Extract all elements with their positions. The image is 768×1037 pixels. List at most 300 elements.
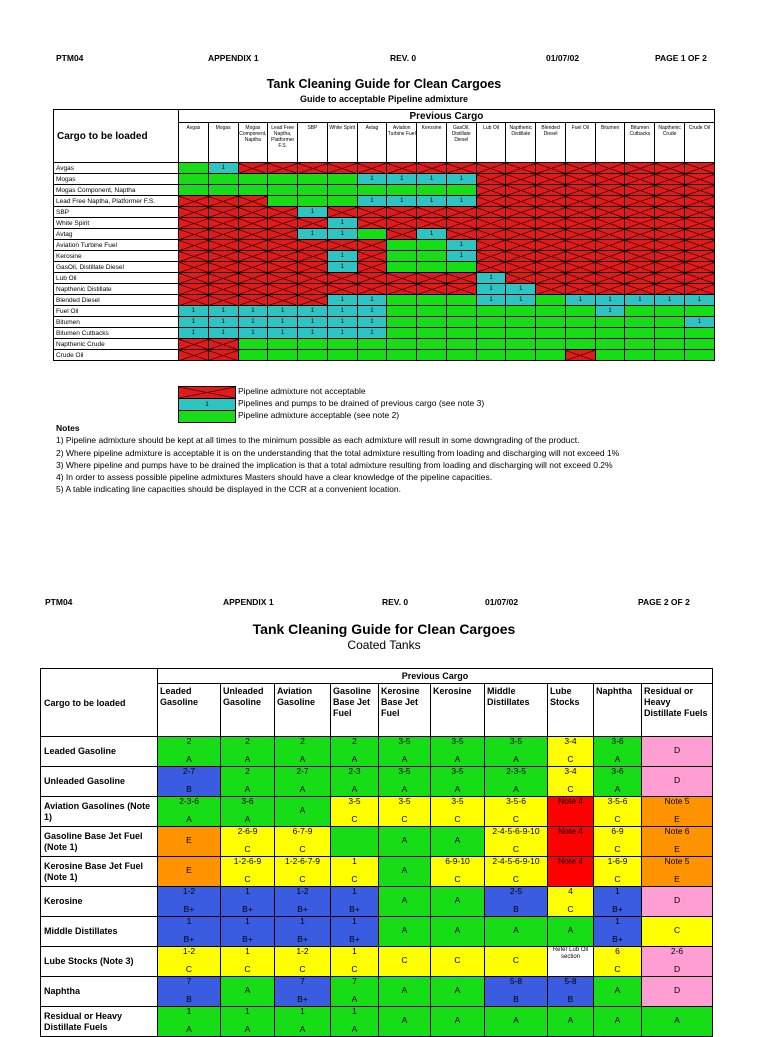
row-label: Aviation Turbine Fuel xyxy=(54,240,179,251)
cell-acceptable xyxy=(446,185,476,196)
cell-acceptable xyxy=(506,339,536,350)
column-header: Kerosine Base Jet Fuel xyxy=(379,684,431,737)
cell-not-acceptable xyxy=(327,284,357,295)
grade-letter: A xyxy=(401,1015,408,1025)
cell-not-acceptable xyxy=(357,240,387,251)
grade-letter: A xyxy=(454,835,461,845)
cell-not-acceptable xyxy=(595,218,625,229)
cell-acceptable xyxy=(655,328,685,339)
cell-drain: 1 xyxy=(506,295,536,306)
grade-cell xyxy=(158,827,221,857)
cell-not-acceptable xyxy=(208,339,238,350)
grade-letter: E xyxy=(674,814,680,824)
cell-drain: 1 xyxy=(327,251,357,262)
cell-not-acceptable xyxy=(327,273,357,284)
grade-cell xyxy=(331,917,379,947)
cell-acceptable xyxy=(476,306,506,317)
cell-not-acceptable xyxy=(208,240,238,251)
grade-cell xyxy=(431,767,485,797)
table-row xyxy=(41,917,713,947)
cleaning-steps: 1 xyxy=(615,916,620,926)
cell-acceptable xyxy=(357,339,387,350)
grade-cell xyxy=(431,797,485,827)
cleaning-steps: 7 xyxy=(352,976,357,986)
grade-cell xyxy=(548,857,594,887)
cell-drain: 1 xyxy=(238,317,268,328)
cell-drain: 1 xyxy=(327,218,357,229)
cell-not-acceptable xyxy=(595,284,625,295)
cell-not-acceptable xyxy=(565,350,595,361)
cell-not-acceptable xyxy=(565,273,595,284)
cleaning-steps: 6-9 xyxy=(611,826,624,836)
cell-acceptable xyxy=(685,350,715,361)
cleaning-steps: 3-5 xyxy=(451,796,464,806)
cell-not-acceptable xyxy=(685,218,715,229)
grade-cell xyxy=(331,827,379,857)
cell-not-acceptable xyxy=(268,229,298,240)
table-corner-label: Cargo to be loaded xyxy=(54,110,179,163)
cell-not-acceptable xyxy=(536,196,566,207)
grade-cell xyxy=(485,947,548,977)
cleaning-steps: 1 xyxy=(186,916,192,926)
grade-cell xyxy=(331,887,379,917)
cell-not-acceptable xyxy=(179,284,209,295)
cell-not-acceptable xyxy=(238,207,268,218)
cell-acceptable xyxy=(387,295,417,306)
page-number: PAGE 2 OF 2 xyxy=(638,597,690,607)
grade-letter: A xyxy=(244,985,251,995)
cell-acceptable xyxy=(536,350,566,361)
cell-drain: 1 xyxy=(268,306,298,317)
cell-drain: 1 xyxy=(298,229,328,240)
grade-cell xyxy=(379,857,431,887)
cell-acceptable xyxy=(536,306,566,317)
cell-acceptable xyxy=(446,328,476,339)
cleaning-steps: 1 xyxy=(352,1006,357,1016)
cell-acceptable xyxy=(536,317,566,328)
cell-acceptable xyxy=(179,185,209,196)
cell-not-acceptable xyxy=(238,251,268,262)
grade-letter: D xyxy=(673,985,681,995)
cell-acceptable xyxy=(238,174,268,185)
cell-not-acceptable xyxy=(476,207,506,218)
cleaning-steps: 5-8 xyxy=(564,976,577,986)
cell-drain: 1 xyxy=(476,284,506,295)
grade-letter: A xyxy=(244,1024,251,1034)
cell-not-acceptable xyxy=(446,284,476,295)
cell-not-acceptable xyxy=(565,174,595,185)
grade-cell xyxy=(158,767,221,797)
cell-acceptable xyxy=(565,317,595,328)
cell-not-acceptable xyxy=(298,251,328,262)
page-number: PAGE 1 OF 2 xyxy=(655,53,707,63)
grade-cell xyxy=(485,737,548,767)
cell-drain: 1 xyxy=(565,295,595,306)
cell-not-acceptable xyxy=(625,207,655,218)
row-label: Lead Free Naptha, Platformer F.S. xyxy=(54,196,179,207)
grade-cell xyxy=(275,1007,331,1037)
cell-not-acceptable xyxy=(595,251,625,262)
cell-not-acceptable xyxy=(685,174,715,185)
grade-cell xyxy=(485,977,548,1007)
cell-acceptable xyxy=(417,328,447,339)
grade-cell xyxy=(221,887,275,917)
grade-cell xyxy=(485,887,548,917)
cell-acceptable xyxy=(208,174,238,185)
cell-not-acceptable xyxy=(595,196,625,207)
grade-letter: B+ xyxy=(183,904,195,914)
cleaning-steps: 1 xyxy=(615,886,620,896)
cell-not-acceptable xyxy=(357,163,387,174)
page-title: Tank Cleaning Guide for Clean Cargoes xyxy=(252,621,516,637)
table-row xyxy=(54,339,715,350)
grade-letter: B+ xyxy=(349,934,360,944)
grade-cell xyxy=(331,797,379,827)
cell-acceptable xyxy=(417,185,447,196)
cleaning-steps: 1 xyxy=(352,856,357,866)
grade-letter: A xyxy=(351,1024,358,1034)
cell-not-acceptable xyxy=(179,229,209,240)
grade-letter: A xyxy=(567,925,574,935)
cell-not-acceptable xyxy=(625,185,655,196)
cell-not-acceptable xyxy=(476,251,506,262)
cell-not-acceptable xyxy=(506,185,536,196)
cleaning-steps: 3-5-6 xyxy=(607,796,628,806)
cell-not-acceptable xyxy=(387,229,417,240)
cell-not-acceptable xyxy=(179,251,209,262)
grade-cell xyxy=(158,977,221,1007)
cell-not-acceptable xyxy=(387,284,417,295)
grade-letter: E xyxy=(674,874,680,884)
cell-drain: 1 xyxy=(655,295,685,306)
grade-cell xyxy=(158,737,221,767)
grade-cell xyxy=(275,737,331,767)
grade-letter: B xyxy=(513,994,519,1004)
cell-acceptable xyxy=(565,306,595,317)
grade-letter: A xyxy=(401,895,408,905)
cell-drain: 1 xyxy=(357,317,387,328)
cell-not-acceptable xyxy=(268,218,298,229)
previous-cargo-header: Previous Cargo xyxy=(179,110,715,123)
cell-acceptable xyxy=(208,185,238,196)
cell-not-acceptable xyxy=(298,240,328,251)
cell-acceptable xyxy=(625,339,655,350)
cleaning-steps: 1-2 xyxy=(296,886,309,896)
grade-letter: A xyxy=(401,985,408,995)
grade-cell xyxy=(158,917,221,947)
cell-not-acceptable xyxy=(536,229,566,240)
cell-not-acceptable xyxy=(506,174,536,185)
cleaning-steps: 4 xyxy=(568,886,573,896)
grade-cell xyxy=(221,1007,275,1037)
grade-letter: C xyxy=(673,925,681,935)
cell-not-acceptable xyxy=(327,240,357,251)
cell-not-acceptable xyxy=(208,284,238,295)
grade-letter: B+ xyxy=(242,934,253,944)
cell-acceptable xyxy=(625,350,655,361)
grade-letter: C xyxy=(567,904,574,914)
grade-letter: C xyxy=(299,874,306,884)
column-header: Middle Distillates xyxy=(485,684,548,737)
grade-letter: C xyxy=(351,874,358,884)
cell-drain: 1 xyxy=(506,284,536,295)
cell-acceptable xyxy=(446,262,476,273)
cell-not-acceptable xyxy=(179,218,209,229)
appendix-label: APPENDIX 1 xyxy=(223,597,274,607)
row-label: Bitumen Cutbacks xyxy=(54,328,179,339)
grade-letter: A xyxy=(614,784,621,794)
cell-not-acceptable xyxy=(565,240,595,251)
grade-letter: A xyxy=(567,1015,574,1025)
cell-not-acceptable xyxy=(685,284,715,295)
cell-drain: 1 xyxy=(327,229,357,240)
grade-cell xyxy=(275,917,331,947)
grade-letter: A xyxy=(454,985,461,995)
cleaning-steps: 2-4-5-6-9-10 xyxy=(492,826,540,836)
cleaning-steps: Note 5 xyxy=(664,856,690,866)
row-label: Leaded Gasoline xyxy=(41,737,158,767)
grade-cell xyxy=(548,797,594,827)
cell-drain: 1 xyxy=(357,196,387,207)
cell-not-acceptable xyxy=(446,207,476,218)
cell-drain: 1 xyxy=(298,328,328,339)
cell-not-acceptable xyxy=(685,185,715,196)
cell-acceptable xyxy=(417,317,447,328)
row-label: Bitumen xyxy=(54,317,179,328)
grade-cell xyxy=(158,797,221,827)
cell-not-acceptable xyxy=(506,218,536,229)
date-label: 01/07/02 xyxy=(485,597,519,607)
cell-drain: 1 xyxy=(327,295,357,306)
cell-not-acceptable xyxy=(565,185,595,196)
cell-acceptable xyxy=(536,328,566,339)
cell-not-acceptable xyxy=(625,229,655,240)
cleaning-steps: 2 xyxy=(245,736,250,746)
grade-letter: A xyxy=(614,754,621,764)
grade-cell xyxy=(379,737,431,767)
grade-cell xyxy=(548,827,594,857)
cell-acceptable xyxy=(387,350,417,361)
cell-not-acceptable xyxy=(179,273,209,284)
cell-not-acceptable xyxy=(208,196,238,207)
page-title: Tank Cleaning Guide for Clean Cargoes xyxy=(266,77,502,91)
cleaning-steps: 1 xyxy=(300,916,305,926)
note-item: 3) Where pipeline and pumps have to be drained the implication is that a total admixture resulting from loading and discharging will not exceed 0.2% xyxy=(56,459,613,470)
cleaning-steps: 3-6 xyxy=(611,736,624,746)
cell-not-acceptable xyxy=(387,207,417,218)
cell-drain: 1 xyxy=(417,229,447,240)
table-row xyxy=(54,262,715,273)
grade-cell xyxy=(379,947,431,977)
cell-acceptable xyxy=(506,317,536,328)
cell-acceptable xyxy=(387,339,417,350)
cell-not-acceptable xyxy=(685,163,715,174)
cleaning-steps: 3-5-6 xyxy=(506,796,526,806)
grade-letter: B+ xyxy=(612,904,623,914)
cell-acceptable xyxy=(417,339,447,350)
grade-cell xyxy=(221,797,275,827)
grade-letter: B+ xyxy=(297,994,308,1004)
cell-acceptable xyxy=(446,306,476,317)
grade-cell xyxy=(221,857,275,887)
table-row xyxy=(54,273,715,284)
column-header: Lub Oil xyxy=(476,123,506,163)
grade-letter: A xyxy=(454,895,461,905)
cell-acceptable xyxy=(417,295,447,306)
grade-cell xyxy=(485,827,548,857)
notes-section xyxy=(56,422,619,496)
grade-letter: A xyxy=(244,784,251,794)
grade-cell xyxy=(548,947,594,977)
cell-acceptable xyxy=(238,339,268,350)
cell-acceptable xyxy=(446,295,476,306)
cell-acceptable xyxy=(595,317,625,328)
cell-not-acceptable xyxy=(208,350,238,361)
cell-not-acceptable xyxy=(536,185,566,196)
cell-not-acceptable xyxy=(595,207,625,218)
cell-acceptable xyxy=(685,328,715,339)
cell-acceptable xyxy=(357,350,387,361)
cell-not-acceptable xyxy=(238,218,268,229)
table-row xyxy=(54,317,715,328)
grade-cell xyxy=(275,827,331,857)
cleaning-steps: 6-9-10 xyxy=(445,856,470,866)
cleaning-steps: 7 xyxy=(300,976,305,986)
row-label: Lube Stocks (Note 3) xyxy=(41,947,158,977)
cell-acceptable xyxy=(655,339,685,350)
cell-acceptable xyxy=(268,350,298,361)
cell-acceptable xyxy=(417,240,447,251)
cell-not-acceptable xyxy=(238,262,268,273)
cell-not-acceptable xyxy=(506,262,536,273)
row-label: Napthenic Distillate xyxy=(54,284,179,295)
table-row xyxy=(41,1007,713,1037)
cell-not-acceptable xyxy=(536,207,566,218)
cell-not-acceptable xyxy=(595,174,625,185)
cell-drain: 1 xyxy=(298,207,328,218)
cleaning-steps: 3-5 xyxy=(398,796,411,806)
cell-drain: 1 xyxy=(357,328,387,339)
grade-cell xyxy=(379,887,431,917)
column-header: Avtag xyxy=(357,123,387,163)
grade-letter: C xyxy=(185,964,193,974)
grade-letter: C xyxy=(614,874,621,884)
cell-acceptable xyxy=(417,306,447,317)
cell-acceptable xyxy=(387,185,417,196)
column-header: Residual or Heavy Distillate Fuels xyxy=(642,684,713,737)
cell-not-acceptable xyxy=(417,218,447,229)
grade-cell xyxy=(331,947,379,977)
grade-cell xyxy=(158,1007,221,1037)
cleaning-steps: 7 xyxy=(186,976,192,986)
grade-cell xyxy=(485,797,548,827)
cell-not-acceptable xyxy=(268,207,298,218)
grade-letter: A xyxy=(454,784,461,794)
doc-id: PTM04 xyxy=(56,53,84,63)
cell-acceptable xyxy=(179,174,209,185)
cell-acceptable xyxy=(387,262,417,273)
cell-drain: 1 xyxy=(179,306,209,317)
grade-letter: A xyxy=(614,1015,621,1025)
cell-not-acceptable xyxy=(238,196,268,207)
table-row xyxy=(54,207,715,218)
grade-cell xyxy=(431,947,485,977)
grade-cell xyxy=(431,857,485,887)
cleaning-steps: 1 xyxy=(300,1006,305,1016)
cleaning-steps: 1-2 xyxy=(182,946,196,956)
note-item: 4) In order to assess possible pipeline admixtures Masters should have a clear knowledge of the pipeline capacities. xyxy=(56,472,493,483)
column-header: Kerosine xyxy=(417,123,447,163)
table-row xyxy=(54,284,715,295)
grade-letter: A xyxy=(401,865,408,875)
cell-not-acceptable xyxy=(327,163,357,174)
cleaning-steps: 2 xyxy=(186,736,192,746)
cleaning-steps: 2-6 xyxy=(670,946,684,956)
grade-cell xyxy=(594,887,642,917)
grade-cell xyxy=(548,767,594,797)
column-header: Crude Oil xyxy=(685,123,715,163)
grade-letter: B+ xyxy=(242,904,253,914)
grade-cell xyxy=(594,797,642,827)
cleaning-steps: 1 xyxy=(245,946,250,956)
cell-not-acceptable xyxy=(506,207,536,218)
table-row xyxy=(41,857,713,887)
grade-cell xyxy=(331,737,379,767)
row-label: Blended Diesel xyxy=(54,295,179,306)
table-row xyxy=(54,163,715,174)
grade-letter: C xyxy=(512,814,520,824)
cell-not-acceptable xyxy=(685,229,715,240)
cell-not-acceptable xyxy=(565,196,595,207)
cell-not-acceptable xyxy=(446,229,476,240)
grade-cell xyxy=(431,977,485,1007)
cell-acceptable xyxy=(298,350,328,361)
column-header: Naphtha xyxy=(594,684,642,737)
cell-acceptable xyxy=(446,339,476,350)
grade-letter: A xyxy=(299,784,306,794)
grade-cell xyxy=(275,857,331,887)
cell-not-acceptable xyxy=(357,218,387,229)
cell-acceptable xyxy=(655,317,685,328)
grade-cell xyxy=(594,947,642,977)
legend-text: Pipeline admixture not acceptable xyxy=(238,386,366,396)
table-row xyxy=(41,737,713,767)
grade-cell xyxy=(485,1007,548,1037)
cleaning-steps: Refer Lub Oil section xyxy=(552,947,589,960)
cell-not-acceptable xyxy=(208,207,238,218)
cell-not-acceptable xyxy=(357,207,387,218)
cell-drain: 1 xyxy=(625,295,655,306)
cell-not-acceptable xyxy=(208,251,238,262)
grade-letter: C xyxy=(512,844,520,854)
cell-drain: 1 xyxy=(476,295,506,306)
cleaning-steps: 2-3-5 xyxy=(506,766,526,776)
cell-not-acceptable xyxy=(208,229,238,240)
cell-drain: 1 xyxy=(238,306,268,317)
cell-not-acceptable xyxy=(625,218,655,229)
grade-letter: A xyxy=(674,1015,680,1025)
row-label: Lub Oil xyxy=(54,273,179,284)
cell-not-acceptable xyxy=(476,196,506,207)
column-header: Unleaded Gasoline xyxy=(221,684,275,737)
grade-cell xyxy=(379,1007,431,1037)
grade-letter: A xyxy=(244,754,251,764)
cleaning-steps: 3-5 xyxy=(398,766,411,776)
cell-acceptable xyxy=(476,339,506,350)
cleaning-steps: 1 xyxy=(352,886,357,896)
grade-letter: C xyxy=(567,784,574,794)
grade-letter: A xyxy=(454,925,461,935)
